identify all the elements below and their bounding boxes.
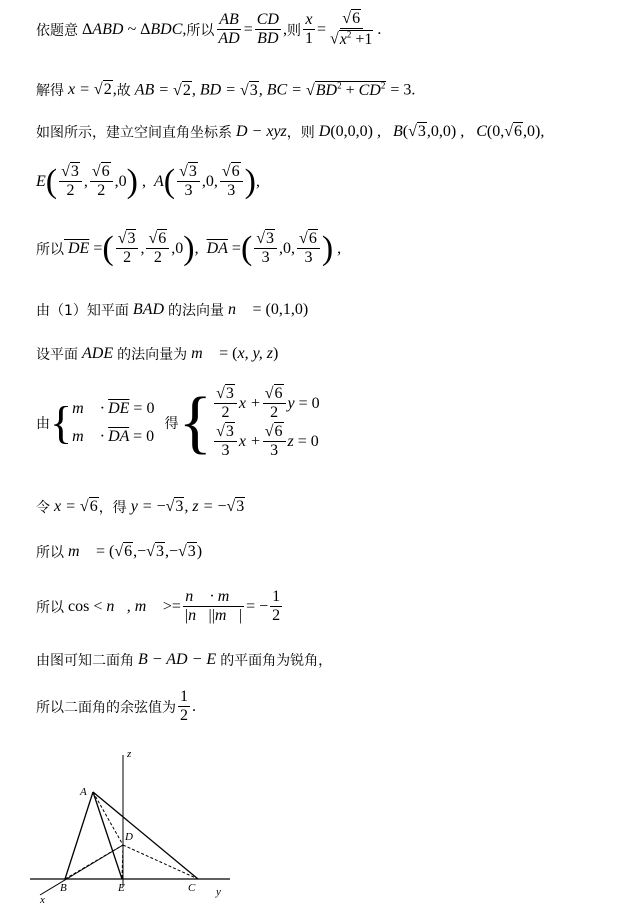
text: 的法向量为: [117, 347, 188, 363]
label-y: y: [216, 886, 221, 898]
text: 所以: [36, 241, 64, 258]
line-let-x: 令 x = √6 ，得 y = −√3, z = −√3: [36, 498, 245, 516]
line-similarity: 依题意 ΔABD ~ ΔBDC, 所以 $\frac{AB}{AD}$ = $\frac{CD}{BD}$ , 则 $\frac{x}{1}$ = $\frac{√6}{√x^2 +1}$ .: [36, 10, 382, 48]
text: 令: [36, 500, 50, 516]
text: 如图所示，建立空间直角坐标系: [36, 125, 232, 141]
line-system: 由 { m⃗ · $\overline{DE} = 0$ m⃗ · $\overline{DA} = 0$ 得 { $\frac{√3}{2}$ x + $\frac{√6}{2}$ y = 0 $\frac{√3}{3}$ x + $\frac{√6}{3}$ z = 0: [36, 383, 320, 461]
line-normal-m: 设平面 ADE 的法向量为 m⃗ = (x, y, z): [36, 345, 279, 363]
text: ，则: [286, 125, 315, 141]
line-points-EA: E ( $\frac{√3}{2}$ , $\frac{√6}{2}$ ,0 ) , A ( $\frac{√3}{3}$ ,0, $\frac{√6}{3}$ ) ,: [36, 162, 260, 200]
text: ，得: [98, 500, 127, 516]
fraction: $\frac{x}{1}$: [304, 10, 313, 48]
line-m-vector: 所以 m⃗ = (√6,−√3,−√3): [36, 543, 203, 561]
label-E: E: [118, 882, 125, 894]
label-D: D: [125, 831, 133, 843]
label-A: A: [80, 786, 87, 798]
text: 解得: [36, 83, 64, 99]
text: 所以: [186, 22, 215, 39]
line-solve: 解得 x = √2, 故 AB = √2, BD = √3, BC = $√BD^2 + CD^2 = 3$.: [36, 80, 416, 99]
text: 由: [36, 415, 50, 432]
line-coordinates: 如图所示，建立空间直角坐标系 D − xyz ，则 D(0,0,0) , B(√3,0,0) , C(0,√6,0),: [36, 123, 545, 141]
text: 所以二面角的余弦值为: [36, 699, 176, 716]
label-B: B: [60, 882, 67, 894]
text: 所以: [36, 545, 64, 561]
text: 依题意: [36, 22, 78, 39]
text: 所以: [36, 599, 64, 616]
line-answer: 所以二面角的余弦值为 $\frac{1}{2}$ .: [36, 688, 196, 725]
line-vectors: 所以 DE = ( $\frac{√3}{2}$ , $\frac{√6}{2}$ ,0 ) , $\overline{DA}$ = ( $\frac{√3}{3}$ ,0, $\frac{√6}{3}$ ) ,: [36, 229, 342, 267]
fraction: $\frac{AB}{AD}$: [218, 10, 240, 48]
line-normal-n: 由（1）知平面 BAD 的法向量 n⃗ = (0,1,0): [36, 301, 309, 319]
edge-AC: [93, 792, 198, 879]
text: 的平面角为锐角，: [220, 653, 333, 669]
text: 故: [116, 83, 131, 99]
text: 得: [164, 415, 179, 432]
fraction: $\frac{CD}{BD}$: [256, 10, 279, 48]
text: 的法向量: [168, 303, 225, 319]
text: 设平面: [36, 347, 78, 363]
label-C: C: [188, 882, 196, 894]
label-z: z: [127, 748, 132, 760]
text: 由（1）知平面: [36, 303, 129, 319]
fraction: $\frac{√6}{√x^2 +1}$: [329, 10, 373, 48]
line-cosine: 所以 cos < n⃗, m⃗ >= $\frac{n⃗ \cdot m⃗}{|n⃗||m⃗|}$ = − $\frac{1}{2}$: [36, 588, 281, 625]
line-dihedral: 由图可知二面角 B − AD − E 的平面角为锐角，: [36, 651, 333, 669]
text: 则: [286, 22, 301, 39]
geometry-figure: [30, 745, 270, 920]
label-x: x: [40, 894, 45, 906]
edge-DC: [123, 845, 198, 879]
edge-AE: [93, 792, 122, 879]
text: 由图可知二面角: [36, 653, 134, 669]
